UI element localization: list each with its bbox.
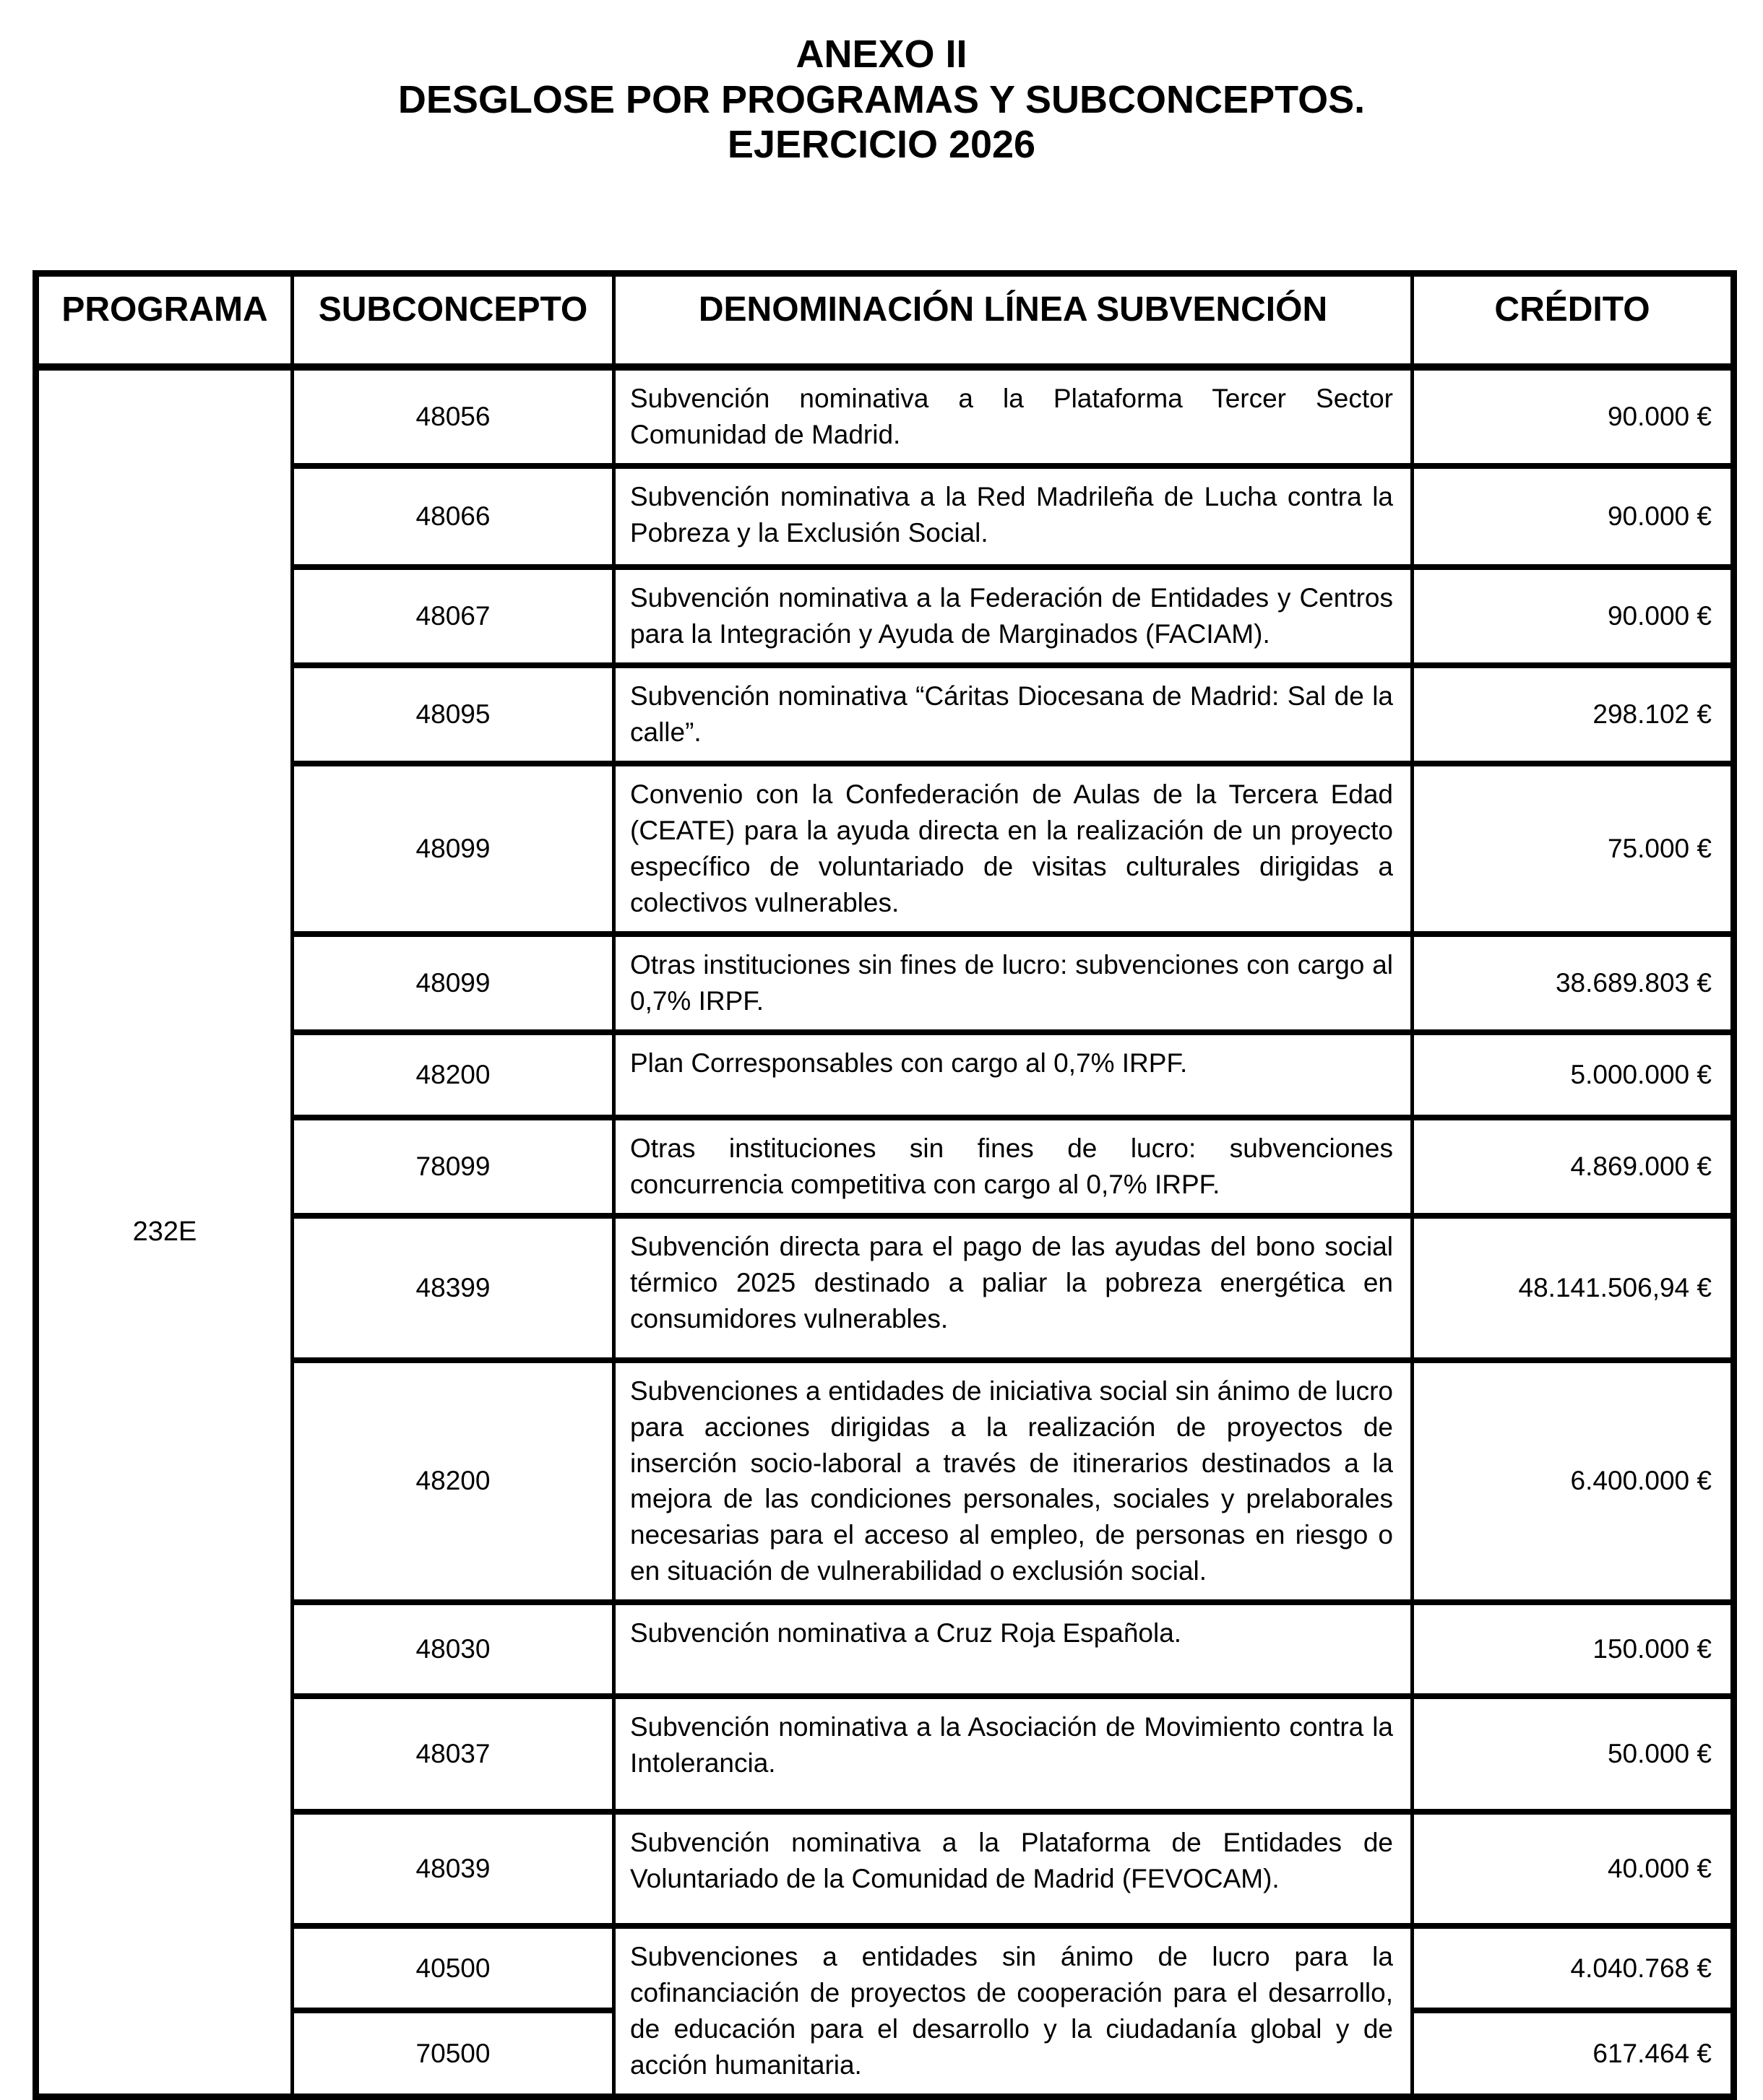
credito-cell: 6.400.000 € [1413,1360,1734,1603]
subconcepto-cell: 48037 [293,1696,614,1812]
denominacion-cell: Subvención nominativa a la Plataforma Tercer Sector Comunidad de Madrid. [614,367,1413,466]
subconcepto-cell: 48200 [293,1032,614,1118]
denominacion-cell: Subvención nominativa a Cruz Roja Española. [614,1602,1413,1696]
subconcepto-cell: 40500 [293,1926,614,2010]
denominacion-cell: Subvención directa para el pago de las ayudas del bono social térmico 2025 destinado a paliar la pobreza energética en consumidores vulnerables. [614,1216,1413,1360]
denominacion-cell: Subvención nominativa a la Red Madrileña de Lucha contra la Pobreza y la Exclusión Social. [614,466,1413,567]
subconcepto-cell: 48399 [293,1216,614,1360]
subconcepto-cell: 48030 [293,1602,614,1696]
credito-cell: 150.000 € [1413,1602,1734,1696]
subconcepto-cell: 48039 [293,1812,614,1926]
denominacion-cell: Otras instituciones sin fines de lucro: subvenciones concurrencia competitiva con cargo al 0,7% IRPF. [614,1118,1413,1216]
credito-cell: 90.000 € [1413,567,1734,665]
denominacion-cell: Convenio con la Confederación de Aulas de la Tercera Edad (CEATE) para la ayuda directa en la realización de un proyecto específico de voluntariado de visitas culturales dirigidas a colectivos vulnerables. [614,764,1413,934]
denominacion-cell: Subvenciones a entidades de iniciativa social sin ánimo de lucro para acciones dirigidas a la realización de proyectos de inserción socio-laboral a través de itinerarios destinados a la mejora de las condiciones personales, sociales y prelaborales necesarias para el acceso al empleo, de personas en riesgo o en situación de vulnerabilidad o exclusión social. [614,1360,1413,1603]
subconcepto-cell: 48066 [293,466,614,567]
subconcepto-cell: 48056 [293,367,614,466]
column-header-credito: CRÉDITO [1413,273,1734,367]
denominacion-cell: Subvención nominativa a la Asociación de Movimiento contra la Intolerancia. [614,1696,1413,1812]
denominacion-cell: Subvención nominativa “Cáritas Diocesana de Madrid: Sal de la calle”. [614,665,1413,764]
credito-cell: 50.000 € [1413,1696,1734,1812]
subconcepto-cell: 78099 [293,1118,614,1216]
table-row [36,367,1734,466]
subconcepto-cell: 48200 [293,1360,614,1603]
document-title [0,0,1763,168]
credito-cell: 298.102 € [1413,665,1734,764]
programa-code-cell: 232E [36,367,293,2096]
credito-cell: 38.689.803 € [1413,934,1734,1032]
subsidies-table [33,270,1737,2100]
denominacion-cell-merged: Subvenciones a entidades sin ánimo de lucro para la cofinanciación de proyectos de cooperación para el desarrollo, de educación para el desarrollo y la ciudadanía global y de acción humanitaria. [614,1926,1413,2096]
subconcepto-cell: 48067 [293,567,614,665]
credito-cell: 5.000.000 € [1413,1032,1734,1118]
credito-cell: 617.464 € [1413,2010,1734,2096]
column-header-denominacion: DENOMINACIÓN LÍNEA SUBVENCIÓN [614,273,1413,367]
title-line-year: EJERCICIO 2026 [727,123,1036,167]
denominacion-cell: Plan Corresponsables con cargo al 0,7% IRPF. [614,1032,1413,1118]
denominacion-cell: Subvención nominativa a la Plataforma de Entidades de Voluntariado de la Comunidad de Madrid (FEVOCAM). [614,1812,1413,1926]
title-line-subject: DESGLOSE POR PROGRAMAS Y SUBCONCEPTOS. [397,77,1366,121]
title-line-annex: ANEXO II [796,33,967,76]
subconcepto-cell: 48099 [293,934,614,1032]
subconcepto-cell: 70500 [293,2010,614,2096]
credito-cell: 75.000 € [1413,764,1734,934]
credito-cell: 40.000 € [1413,1812,1734,1926]
credito-cell: 4.869.000 € [1413,1118,1734,1216]
credito-cell: 90.000 € [1413,367,1734,466]
denominacion-cell: Subvención nominativa a la Federación de Entidades y Centros para la Integración y Ayuda de Marginados (FACIAM). [614,567,1413,665]
denominacion-cell: Otras instituciones sin fines de lucro: subvenciones con cargo al 0,7% IRPF. [614,934,1413,1032]
credito-cell: 4.040.768 € [1413,1926,1734,2010]
credito-cell: 48.141.506,94 € [1413,1216,1734,1360]
credito-cell: 90.000 € [1413,466,1734,567]
column-header-programa: PROGRAMA [36,273,293,367]
column-header-subconcepto: SUBCONCEPTO [293,273,614,367]
subconcepto-cell: 48099 [293,764,614,934]
subconcepto-cell: 48095 [293,665,614,764]
table-header-row [36,273,1734,367]
